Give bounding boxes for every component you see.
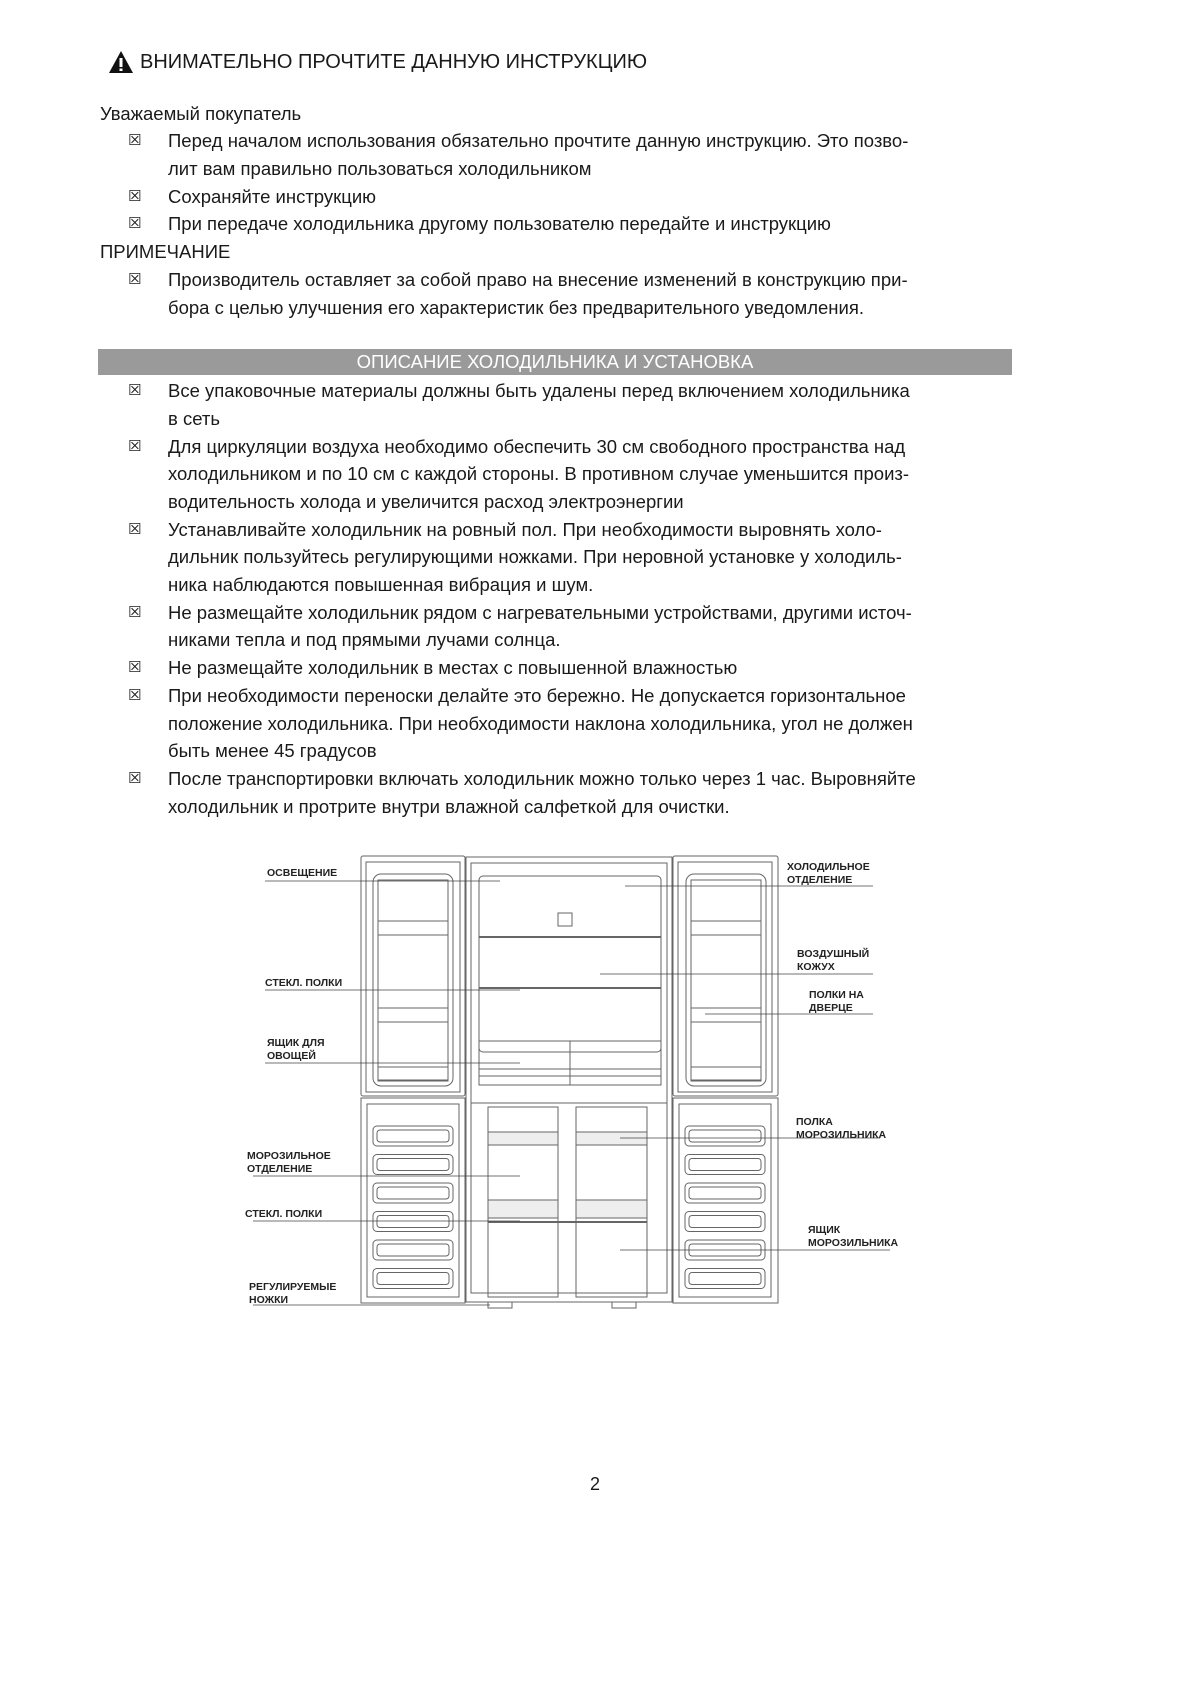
bullet-icon: ☒	[128, 602, 142, 621]
label-freezer-shelf-2: МОРОЗИЛЬНИКА	[796, 1129, 887, 1141]
freezer-door-bin	[685, 1183, 765, 1203]
label-air-duct-2: КОЖУХ	[797, 961, 835, 973]
freezer-door-bin	[373, 1183, 453, 1203]
label-freezer-shelf-1: ПОЛКА	[796, 1116, 833, 1128]
label-freezer-2: ОТДЕЛЕНИЕ	[247, 1163, 313, 1175]
list-item-line: никами тепла и под прямыми лучами солнца.	[168, 629, 561, 651]
freezer-door-bin	[377, 1273, 449, 1285]
list-item-line: ника наблюдаются повышенная вибрация и шум.	[168, 573, 594, 595]
freezer-door-bin	[373, 1212, 453, 1232]
greeting: Уважаемый покупатель	[100, 103, 302, 124]
freezer-door-bin	[373, 1240, 453, 1260]
list-item-line: холодильником и по 10 см с каждой стороны. В противном случае уменьшится произ-	[168, 463, 910, 485]
label-lighting: ОСВЕЩЕНИЕ	[267, 867, 338, 879]
list-item-line: Производитель оставляет за собой право на внесение изменений в конструкцию при-	[168, 269, 908, 290]
freezer-door-bin	[685, 1155, 765, 1175]
freezer-door-bin	[689, 1159, 761, 1171]
freezer-door-bin	[685, 1269, 765, 1289]
freezer-door-bin	[689, 1187, 761, 1199]
label-veg-box-1: ЯЩИК ДЛЯ	[267, 1037, 325, 1049]
freezer-door-bin	[377, 1216, 449, 1228]
list-item-line: в сеть	[168, 407, 221, 429]
list-item-line: быть менее 45 градусов	[168, 740, 377, 762]
freezer-door-bin	[685, 1212, 765, 1232]
bullet-icon: ☒	[128, 769, 142, 788]
list-item-line: Устанавливайте холодильник на ровный пол. При необходимости выровнять холо-	[168, 518, 882, 540]
bullet-icon: ☒	[128, 658, 142, 677]
list-item-line: При передаче холодильника другому пользователю передайте и инструкцию	[168, 213, 831, 235]
bullet-icon: ☒	[128, 270, 142, 288]
label-fridge-2: ОТДЕЛЕНИЕ	[787, 874, 853, 886]
freezer-door-bin	[373, 1126, 453, 1146]
freezer-door-bin	[373, 1269, 453, 1289]
bullet-icon: ☒	[128, 686, 142, 705]
list-item-line: Не размещайте холодильник рядом с нагревательными устройствами, другими источ-	[168, 601, 912, 623]
label-fridge-1: ХОЛОДИЛЬНОЕ	[787, 861, 870, 873]
freezer-door-bin	[377, 1159, 449, 1171]
label-freezer-drawer-1: ЯЩИК	[808, 1224, 841, 1236]
list-item-line: После транспортировки включать холодильник можно только через 1 час. Выровняйте	[168, 768, 916, 790]
list-item-line: Все упаковочные материалы должны быть удалены перед включением холодильника	[168, 380, 910, 401]
freezer-door-bin	[689, 1130, 761, 1142]
list-item-line: Перед началом использования обязательно прочтите данную инструкцию. Это позво-	[168, 130, 909, 151]
list-item-line: бора с целью улучшения его характеристик без предварительного уведомления.	[168, 296, 865, 318]
section-heading: ОПИСАНИЕ ХОЛОДИЛЬНИКА И УСТАНОВКА	[98, 349, 1012, 375]
label-feet-1: РЕГУЛИРУЕМЫЕ	[249, 1281, 337, 1293]
label-veg-box-2: ОВОЩЕЙ	[267, 1050, 316, 1062]
list-item-line: Не размещайте холодильник в местах с повышенной влажностью	[168, 657, 738, 679]
bullet-icon: ☒	[128, 519, 142, 538]
note-heading: ПРИМЕЧАНИЕ	[100, 241, 231, 262]
freezer-door-bin	[377, 1130, 449, 1142]
bullet-icon: ☒	[128, 186, 142, 205]
freezer-door-bin	[377, 1244, 449, 1256]
list-item-line: дильник пользуйтесь регулирующими ножками. При неровной установке у холодиль-	[168, 546, 902, 568]
list-item-line: При необходимости переноски делайте это бережно. Не допускается горизонтальное	[168, 685, 906, 707]
bullet-icon: ☒	[128, 436, 142, 455]
list-item-line: лит вам правильно пользоваться холодильником	[168, 157, 592, 179]
list-item-line: Для циркуляции воздуха необходимо обеспечить 30 см свободного пространства над	[168, 435, 906, 457]
freezer-door-bin	[689, 1273, 761, 1285]
list-item-line: Сохраняйте инструкцию	[168, 185, 377, 207]
label-air-duct-1: ВОЗДУШНЫЙ	[797, 948, 870, 960]
label-freezer-1: МОРОЗИЛЬНОЕ	[247, 1150, 331, 1162]
label-door-shelves-1: ПОЛКИ НА	[809, 989, 864, 1001]
list-item-line: положение холодильника. При необходимости наклона холодильника, угол не должен	[168, 712, 913, 734]
label-glass-shelves-top: СТЕКЛ. ПОЛКИ	[265, 977, 343, 989]
list-item-line: водительность холода и увеличится расход электроэнергии	[168, 490, 684, 512]
label-freezer-drawer-2: МОРОЗИЛЬНИКА	[808, 1237, 899, 1249]
bullet-icon: ☒	[128, 131, 142, 149]
page-number: 2	[589, 1474, 600, 1494]
label-feet-2: НОЖКИ	[249, 1294, 289, 1306]
bullet-icon: ☒	[128, 214, 142, 233]
freezer-door-bin	[373, 1155, 453, 1175]
label-glass-shelves-bottom: СТЕКЛ. ПОЛКИ	[245, 1208, 323, 1220]
bullet-icon: ☒	[128, 381, 142, 399]
label-door-shelves-2: ДВЕРЦЕ	[809, 1002, 853, 1014]
freezer-door-bin	[685, 1126, 765, 1146]
freezer-door-bin	[689, 1216, 761, 1228]
page-title: ВНИМАТЕЛЬНО ПРОЧТИТЕ ДАННУЮ ИНСТРУКЦИЮ	[108, 50, 647, 74]
list-item-line: холодильник и протрите внутри влажной салфеткой для очистки.	[168, 795, 730, 817]
freezer-door-bin	[377, 1187, 449, 1199]
